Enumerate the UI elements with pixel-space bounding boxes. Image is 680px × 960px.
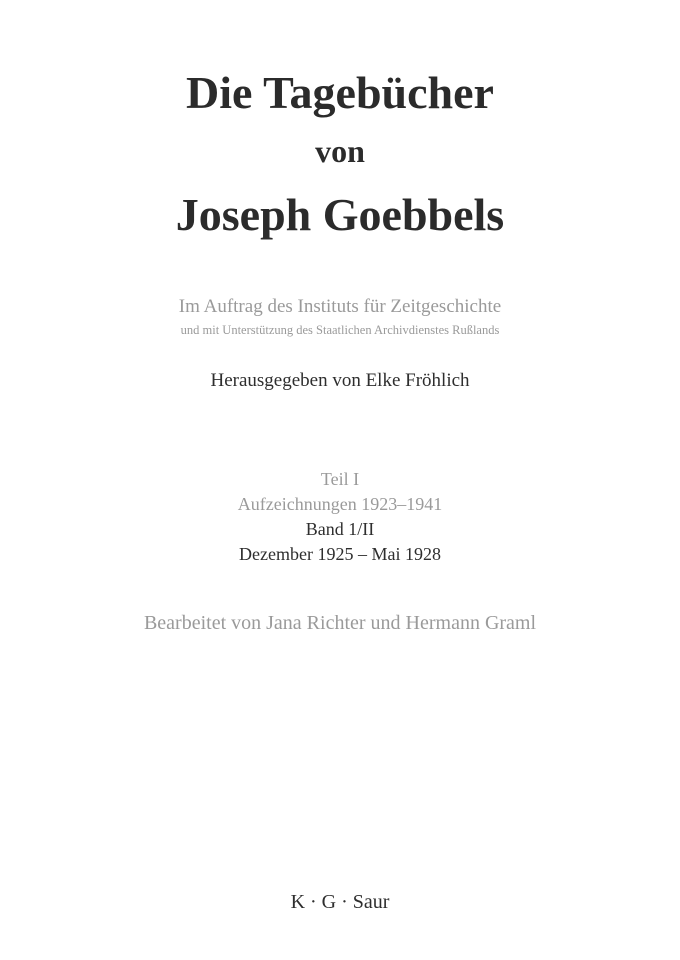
book-title-line-2: Joseph Goebbels [175,189,505,240]
commission-line-1: Im Auftrag des Instituts für Zeitgeschichte [178,296,502,317]
commission-line-2: und mit Unterstützung des Staatlichen Archivdienstes Rußlands [180,323,500,337]
book-title-line-1: Die Tagebücher [186,67,494,118]
date-range: Dezember 1925 – Mai 1928 [239,544,441,564]
part-label: Teil I [320,469,360,489]
book-title-connector: von [315,133,365,169]
part-subtitle: Aufzeichnungen 1923–1941 [237,494,443,514]
volume-label: Band 1/II [305,519,375,539]
publisher-imprint: K · G · Saur [290,891,390,913]
revised-by-credit: Bearbeitet von Jana Richter und Hermann Graml [143,612,537,634]
editor-credit: Herausgegeben von Elke Fröhlich [210,370,470,391]
